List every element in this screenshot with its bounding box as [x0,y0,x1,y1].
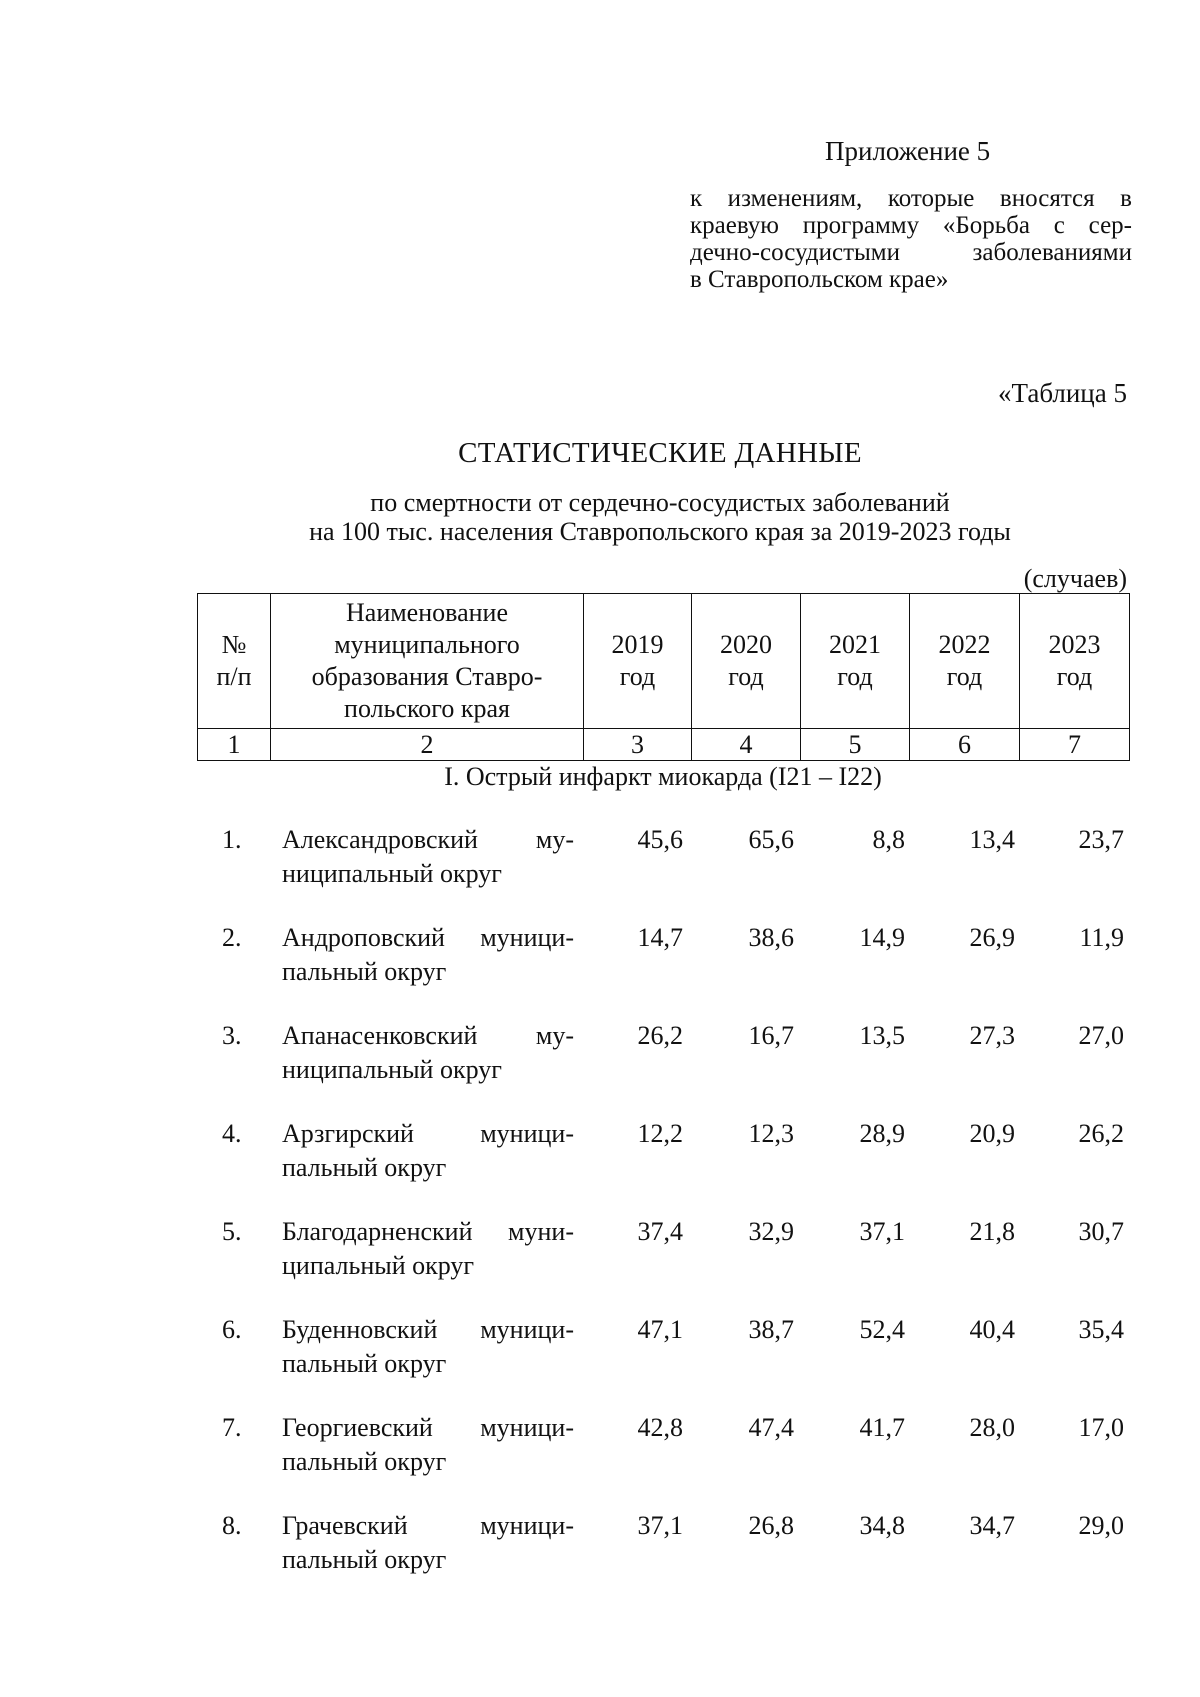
row-number: 5. [222,1217,242,1246]
value-cell: 11,9 [1079,923,1124,952]
municipality-name [282,1411,574,1479]
municipality-name-line: ниципальный округ [282,1055,502,1084]
header-year-unit: год [619,662,656,691]
municipality-name-line: Грачевский муници- [282,1511,574,1540]
row-number: 2. [222,923,242,952]
municipality-name-line: Апанасенковский му- [282,1021,574,1050]
value-cell: 8,8 [872,825,905,854]
municipality-name [282,1019,574,1087]
header-num-cell [198,594,271,729]
municipality-name-line: Буденновский муници- [282,1315,574,1344]
value-cell: 27,0 [1078,1021,1124,1050]
appendix-note-line: дечно-сосудистыми заболеваниями [690,239,1132,266]
header-year-cell [910,594,1020,729]
appendix-note [690,185,1132,293]
municipality-name-line: Андроповский муници- [282,923,574,952]
municipality-name-line: Георгиевский муници- [282,1413,574,1442]
row-number: 6. [222,1315,242,1344]
column-number: 5 [801,729,910,761]
value-cell: 34,7 [969,1511,1015,1540]
value-cell: 13,5 [859,1021,905,1050]
value-cell: 12,2 [637,1119,683,1148]
appendix-note-line: краевую программу «Борьба с сер- [690,212,1132,239]
row-number: 3. [222,1021,242,1050]
value-cell: 26,2 [637,1021,683,1050]
row-number: 8. [222,1511,242,1540]
value-cell: 27,3 [969,1021,1015,1050]
value-cell: 42,8 [637,1413,683,1442]
value-cell: 26,9 [969,923,1015,952]
value-cell: 32,9 [748,1217,794,1246]
table-row [0,823,1200,903]
column-number-row [198,729,1130,761]
header-year-unit: год [837,662,873,691]
column-number: 2 [271,729,584,761]
header-year: 2020 [720,630,772,659]
header-year: 2021 [829,630,881,659]
header-year-cell [584,594,692,729]
table-row [0,1313,1200,1393]
table-row [0,1117,1200,1197]
header-name-line: муниципального [334,630,520,659]
section-heading: I. Острый инфаркт миокарда (I21 – I22) [444,762,882,791]
header-name-line: Наименование [346,598,508,627]
appendix-note-line: в Ставропольском крае» [690,266,949,293]
value-cell: 28,9 [859,1119,905,1148]
table-row [0,921,1200,1001]
value-cell: 20,9 [969,1119,1015,1148]
header-name-line: образования Ставро- [311,662,543,691]
table-row [0,1509,1200,1589]
header-name-cell [271,594,584,729]
column-number: 3 [584,729,692,761]
header-num-line: п/п [216,662,252,691]
value-cell: 28,0 [969,1413,1015,1442]
header-year-unit: год [946,662,983,691]
header-year: 2023 [1048,630,1101,659]
value-cell: 52,4 [859,1315,905,1344]
value-cell: 34,8 [859,1511,905,1540]
municipality-name [282,1313,574,1381]
header-year-unit: год [1056,662,1093,691]
table-header [197,593,1130,761]
value-cell: 37,4 [637,1217,683,1246]
municipality-name [282,1215,574,1283]
value-cell: 38,6 [748,923,794,952]
municipality-name [282,823,574,891]
row-number: 4. [222,1119,242,1148]
table-number: «Таблица 5 [998,378,1127,408]
row-number: 1. [222,825,242,854]
header-year-cell [1020,594,1130,729]
value-cell: 26,2 [1078,1119,1124,1148]
value-cell: 38,7 [748,1315,794,1344]
table-row [0,1019,1200,1099]
header-row [198,594,1130,729]
municipality-name-line: пальный округ [282,1447,447,1476]
value-cell: 30,7 [1078,1217,1124,1246]
municipality-name-line: пальный округ [282,1153,447,1182]
column-number: 6 [910,729,1020,761]
header-year-cell [692,594,801,729]
municipality-name-line: ниципальный округ [282,859,502,888]
value-cell: 14,9 [859,923,905,952]
municipality-name-line: Арзгирский муници- [282,1119,574,1148]
unit-label: (случаев) [1023,564,1127,593]
table-row [0,1411,1200,1491]
header-name-line: польского края [344,694,510,723]
document-title: СТАТИСТИЧЕСКИЕ ДАННЫЕ [458,437,862,469]
municipality-name [282,1117,574,1185]
column-number: 4 [692,729,801,761]
value-cell: 47,1 [637,1315,683,1344]
value-cell: 16,7 [748,1021,794,1050]
header-year-unit: год [728,662,764,691]
municipality-name-line: пальный округ [282,1349,447,1378]
header-num-line: № [221,630,247,659]
municipality-name [282,921,574,989]
value-cell: 26,8 [748,1511,794,1540]
value-cell: 37,1 [859,1217,905,1246]
header-year-cell [801,594,910,729]
value-cell: 12,3 [748,1119,794,1148]
value-cell: 23,7 [1078,825,1124,854]
document-subtitle [200,488,1120,546]
value-cell: 40,4 [969,1315,1015,1344]
value-cell: 47,4 [748,1413,794,1442]
header-year: 2022 [938,630,991,659]
value-cell: 35,4 [1078,1315,1124,1344]
value-cell: 14,7 [637,923,683,952]
appendix-title: Приложение 5 [825,136,991,166]
value-cell: 45,6 [637,825,683,854]
row-number: 7. [222,1413,242,1442]
column-number: 1 [198,729,271,761]
value-cell: 41,7 [859,1413,905,1442]
value-cell: 17,0 [1078,1413,1124,1442]
value-cell: 65,6 [748,825,794,854]
value-cell: 21,8 [969,1217,1015,1246]
value-cell: 29,0 [1078,1511,1124,1540]
subtitle-line: по смертности от сердечно-сосудистых заболеваний [370,488,950,517]
municipality-name-line: пальный округ [282,957,447,986]
column-number: 7 [1020,729,1130,761]
header-year: 2019 [611,630,664,659]
subtitle-line: на 100 тыс. населения Ставропольского края за 2019-2023 годы [309,517,1011,546]
value-cell: 13,4 [969,825,1015,854]
municipality-name-line: Александровский му- [282,825,574,854]
appendix-note-line: к изменениям, которые вносятся в [690,185,1132,212]
municipality-name-line: пальный округ [282,1545,447,1574]
table-row [0,1215,1200,1295]
municipality-name-line: ципальный округ [282,1251,475,1280]
municipality-name-line: Благодарненский муни- [282,1217,574,1246]
municipality-name [282,1509,574,1577]
value-cell: 37,1 [637,1511,683,1540]
